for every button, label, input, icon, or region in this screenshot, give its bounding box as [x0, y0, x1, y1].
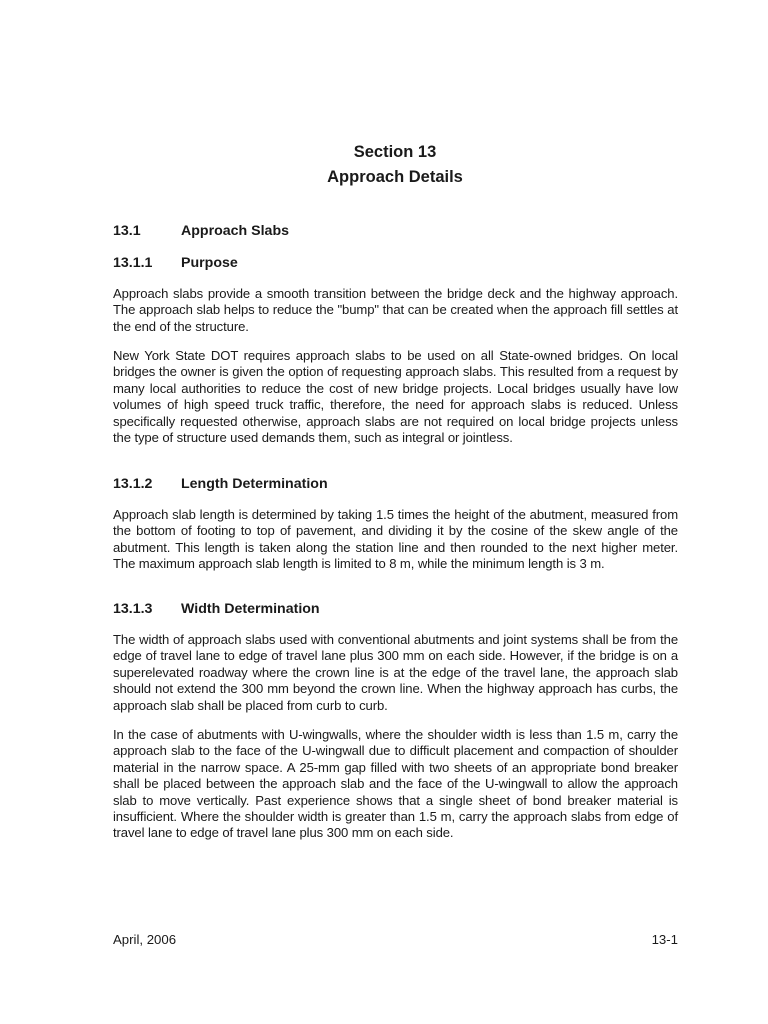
section-title: Section 13 [353, 143, 437, 161]
paragraph-length-1: Approach slab length is determined by taking 1.5 times the height of the abutment, measured from the bottom of footing to top of pavement, and dividing it by the cosine of the skew angle of the abutment. This length is taken along the station line and then rounded to the next higher meter. The maximum approach slab length is limited to 8 m, while the minimum length is 3 m. [113, 507, 678, 572]
heading-text: Length Determination [181, 476, 328, 492]
heading-number: 13.1.1 [113, 255, 153, 271]
heading-length-determination [113, 475, 328, 493]
heading-purpose [113, 254, 238, 272]
footer-date: April, 2006 [113, 932, 177, 947]
heading-number: 13.1 [113, 223, 141, 239]
paragraph-width-1: The width of approach slabs used with conventional abutments and joint systems shall be from the edge of travel lane to edge of travel lane plus 300 mm on each side. However, if the bridge is on a superelevated roadway where the crown line is at the edge of the travel lane, the approach slab should not extend the 300 mm beyond the crown line. When the highway approach has curbs, the approach slab shall be placed from curb to curb. [113, 632, 678, 713]
heading-text: Purpose [181, 255, 238, 271]
heading-number: 13.1.3 [113, 601, 153, 617]
heading-text: Approach Slabs [181, 223, 290, 239]
heading-width-determination [113, 600, 320, 618]
heading-number: 13.1.2 [113, 476, 153, 492]
paragraph-purpose-1: Approach slabs provide a smooth transition between the bridge deck and the highway approach. The approach slab helps to reduce the "bump" that can be created when the approach fill settles at the end of the structure. [113, 286, 678, 334]
paragraph-purpose-2: New York State DOT requires approach slabs to be used on all State-owned bridges. On local bridges the owner is given the option of requesting approach slabs. This resulted from a request by many local authorities to reduce the cost of new bridge projects. Local bridges usually have low volumes of high speed truck traffic, therefore, the need for approach slabs is reduced. Unless specifically requested otherwise, approach slabs are not required on local bridge projects unless the type of structure used demands them, such as integral or jointless. [113, 348, 678, 446]
section-subtitle: Approach Details [327, 168, 463, 186]
heading-approach-slabs [113, 222, 289, 240]
paragraph-width-2: In the case of abutments with U-wingwalls, where the shoulder width is less than 1.5 m, carry the approach slab to the face of the U-wingwall due to difficult placement and compaction of shoulder material in the narrow space. A 25-mm gap filled with two sheets of an appropriate bond breaker shall be placed between the approach slab and the face of the U-wingwall to allow the approach slab to move vertically. Past experience shows that a single sheet of bond breaker material is insufficient. Where the shoulder width is greater than 1.5 m, carry the approach slabs from edge of travel lane to edge of travel lane plus 300 mm on each side. [113, 727, 678, 841]
footer-page-number: 13-1 [651, 932, 678, 947]
title-block [0, 140, 768, 190]
heading-text: Width Determination [181, 601, 320, 617]
